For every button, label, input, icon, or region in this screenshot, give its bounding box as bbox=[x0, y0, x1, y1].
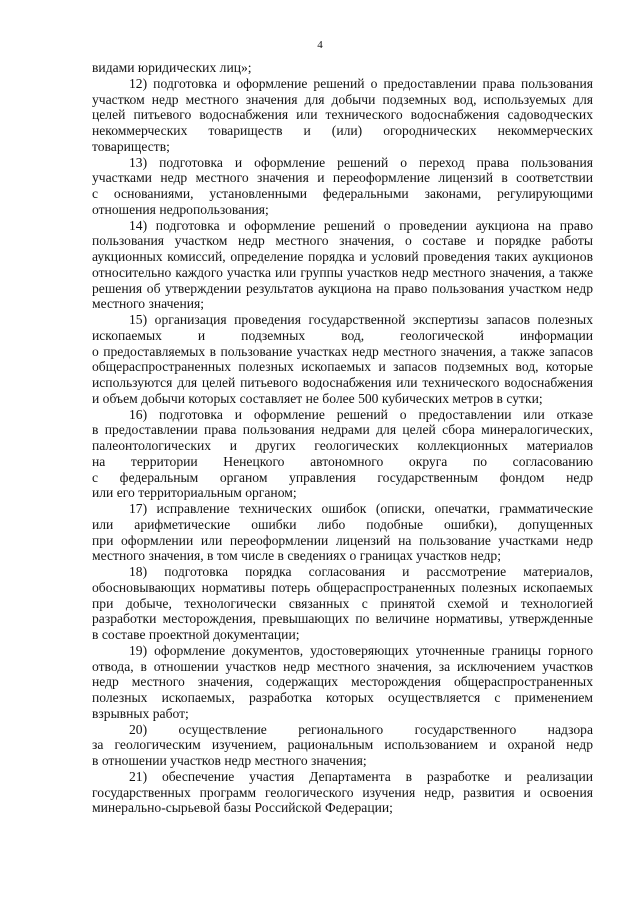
text-line: отношения недропользования; bbox=[92, 201, 269, 217]
text-line: разработки месторождения, превышающих по величине нормативы, утвержденные bbox=[92, 611, 593, 627]
text-line: полезных ископаемых, разработка которых осуществляется с применением bbox=[92, 690, 593, 705]
text-line: или его территориальным органом; bbox=[92, 485, 297, 501]
text-line: 13) подготовка и оформление решений о переход права пользования bbox=[129, 154, 593, 170]
text-line: с федеральным органом управления государственным фондом недр bbox=[92, 469, 593, 485]
text-line: минерально-сырьевой базы Российской Федерации; bbox=[92, 800, 393, 816]
text-line: местного значения, в том числе в сведениях о границах участков недр; bbox=[92, 548, 501, 564]
text-line: 18) подготовка порядка согласования и рассмотрение материалов, bbox=[129, 564, 593, 579]
text-line: отвода, в отношении участков недр местного значения, за исключением участков bbox=[92, 658, 593, 674]
text-line: палеонтологических и других геологических коллекционных материалов bbox=[92, 438, 593, 453]
text-line: на территории Ненецкого автономного округа по согласованию bbox=[92, 453, 593, 469]
text-line: 12) подготовка и оформление решений о предоставлении права пользования bbox=[129, 75, 593, 91]
text-line: обосновывающих нормативы потерь общераспространенных полезных ископаемых bbox=[92, 579, 593, 595]
text-line: 21) обеспечение участия Департамента в разработке и реализации bbox=[129, 768, 593, 784]
text-line: местного значения; bbox=[92, 296, 205, 312]
text-line: ископаемых и подземных вод, геологической информации bbox=[92, 327, 593, 343]
text-line: государственных программ геологического изучения недр, развития и освоения bbox=[92, 784, 593, 800]
text-line: 15) организация проведения государственной экспертизы запасов полезных bbox=[129, 312, 593, 327]
text-line: товариществ; bbox=[92, 138, 170, 154]
text-line: участком недр местного значения для добычи подземных вод, используемых для bbox=[92, 91, 593, 107]
text-line: или арифметические ошибки либо подобные ошибки), допущенных bbox=[92, 516, 593, 532]
text-line: в предоставлении права пользования недрами для целей сбора минералогических, bbox=[92, 422, 593, 438]
text-line: в составе проектной документации; bbox=[92, 627, 300, 642]
text-line: взрывных работ; bbox=[92, 705, 189, 721]
text-line: 20) осуществление регионального государственного надзора bbox=[129, 721, 593, 737]
text-line: решения об утверждении результатов аукциона на право пользования участком недр bbox=[92, 280, 593, 296]
text-line: 19) оформление документов, удостоверяющих уточненные границы горного bbox=[129, 642, 593, 658]
text-line: используются для целей питьевого водоснабжения или технического водоснабжения bbox=[92, 375, 593, 390]
text-line: аукционных комиссий, определение порядка и условий проведения таких аукционов bbox=[92, 249, 593, 264]
text-line: видами юридических лиц»; bbox=[92, 60, 252, 75]
text-line: недр местного значения, содержащих месторождения общераспространенных bbox=[92, 674, 593, 690]
text-line: при добыче, технологически связанных с принятой схемой и технологией bbox=[92, 595, 593, 611]
text-line: и объем добычи которых составляет не более 500 кубических метров в сутки; bbox=[92, 390, 543, 406]
text-line: с основаниями, установленными федеральными законами, регулирующими bbox=[92, 186, 593, 201]
text-line: при оформлении или переоформлении лицензий на пользование участками недр bbox=[92, 532, 593, 548]
text-line: 14) подготовка и оформление решений о проведении аукциона на право bbox=[129, 217, 593, 233]
text-line: пользования участком недр местного значения, о составе и порядке работы bbox=[92, 233, 593, 249]
text-line: 17) исправление технических ошибок (описки, опечатки, грамматические bbox=[129, 501, 593, 516]
page-number: 4 bbox=[317, 39, 323, 51]
text-line: о предоставляемых в пользование участках недр местного значения, а также запасов bbox=[92, 343, 593, 359]
text-line: некоммерческих товариществ и (или) огороднических некоммерческих bbox=[92, 123, 593, 138]
text-line: в отношении участков недр местного значения; bbox=[92, 753, 367, 768]
text-line: за геологическим изучением, рациональным использованием и охраной недр bbox=[92, 737, 593, 753]
text-line: целей питьевого водоснабжения или технического водоснабжения садоводческих bbox=[92, 107, 593, 123]
text-line: общераспространенных полезных ископаемых и запасов подземных вод, которые bbox=[92, 359, 593, 375]
text-line: участками недр местного значения и переоформление лицензий в соответствии bbox=[92, 170, 593, 186]
text-line: относительно каждого участка или группы участков недр местного значения, а также bbox=[92, 264, 593, 280]
text-line: 16) подготовка и оформление решений о предоставлении или отказе bbox=[129, 406, 593, 422]
